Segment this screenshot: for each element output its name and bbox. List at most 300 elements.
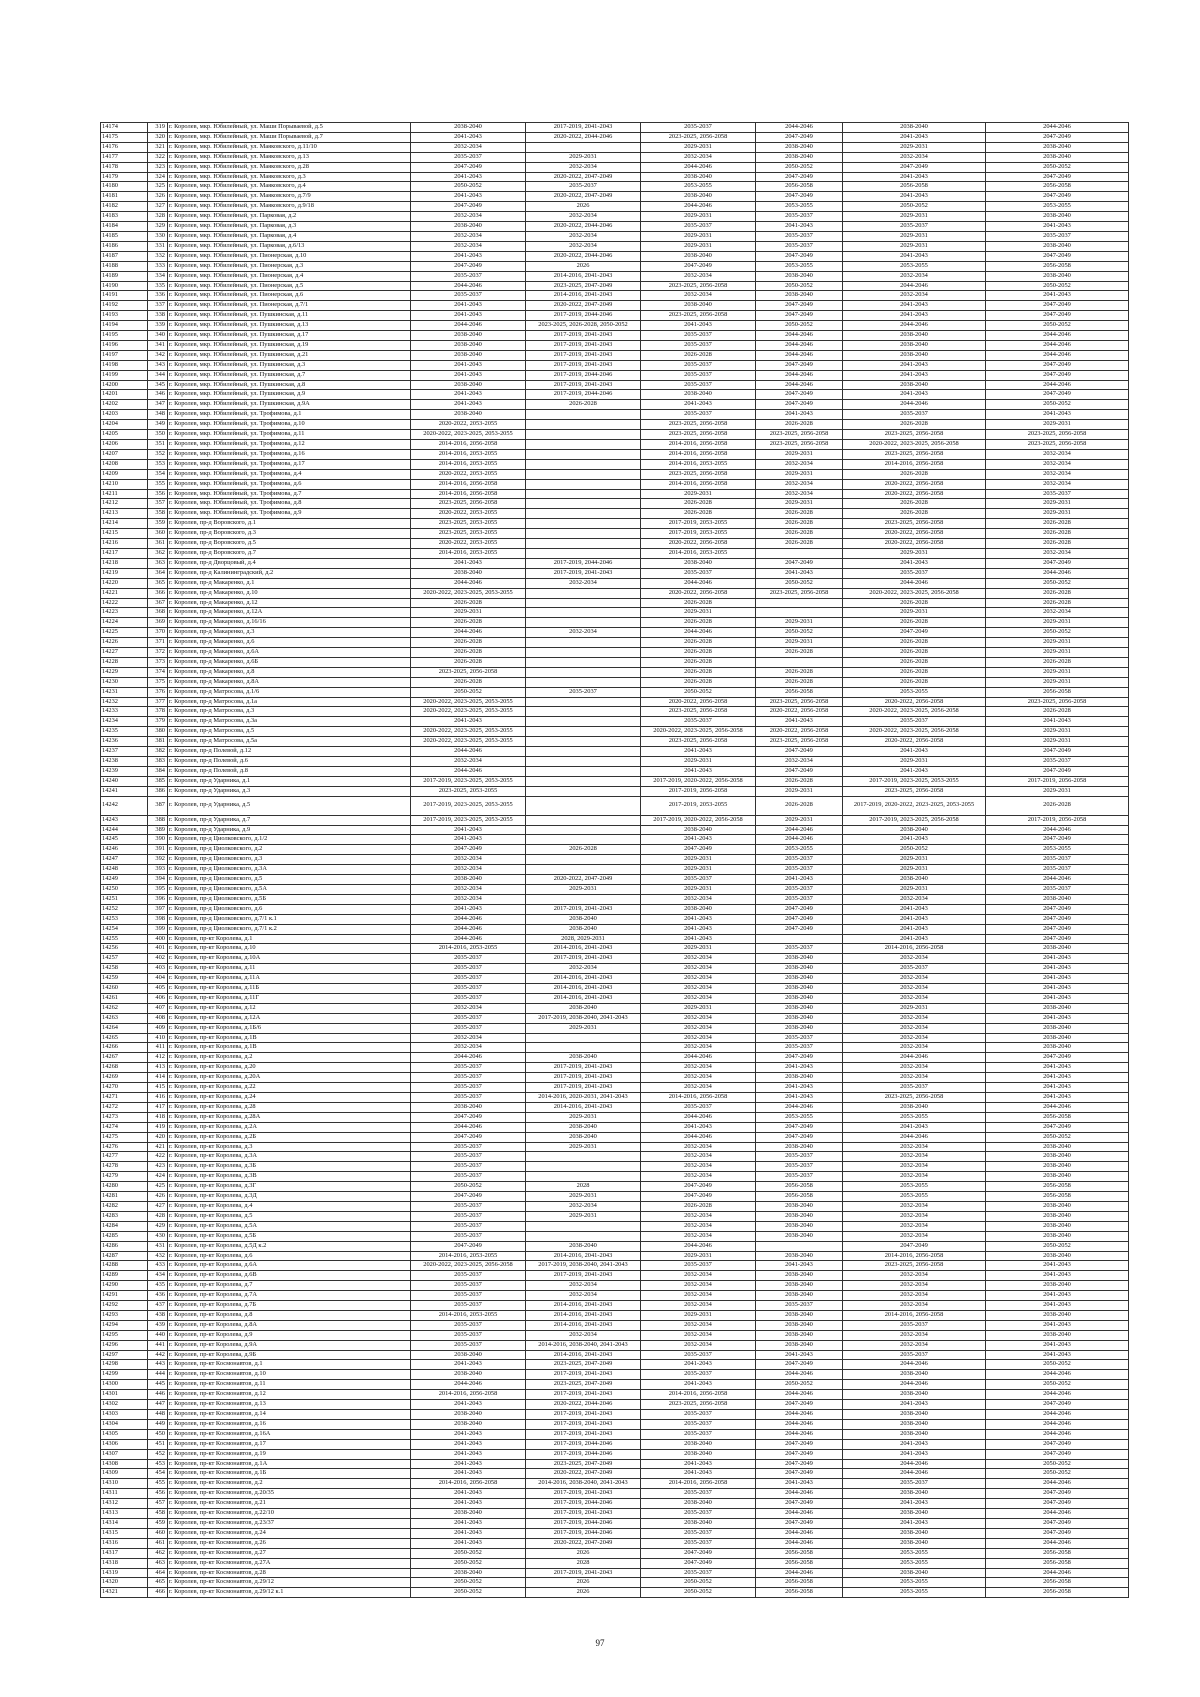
table-cell: 459 — [148, 1518, 168, 1528]
table-cell: 2047-2049 — [641, 845, 756, 855]
table-cell: 2014-2016, 2056-2058 — [843, 1310, 986, 1320]
table-cell: г. Королев, мкр. Юбилейный, ул. Пионерская, д.10 — [168, 251, 411, 261]
table-cell: 14288 — [101, 1261, 148, 1271]
table-cell: 2053-2055 — [843, 1182, 986, 1192]
table-cell: 2023-2025, 2056-2058 — [641, 1400, 756, 1410]
table-cell: 2029-2031 — [843, 548, 986, 558]
table-cell: 2038-2040 — [843, 875, 986, 885]
table-cell: 2053-2055 — [756, 1112, 843, 1122]
table-row — [101, 479, 1129, 489]
table-cell: 2047-2049 — [986, 1449, 1129, 1459]
table-cell — [526, 618, 641, 628]
table-row — [101, 1073, 1129, 1083]
table-cell: 2038-2040 — [986, 1310, 1129, 1320]
table-cell: г. Королев, мкр. Юбилейный, ул. Маяковского, д.7/9 — [168, 192, 411, 202]
table-cell: 2035-2037 — [411, 1093, 526, 1103]
table-cell: 2041-2043 — [843, 251, 986, 261]
table-cell: 14225 — [101, 628, 148, 638]
table-cell: г. Королев, пр-кт Королева, д.5Д к.2 — [168, 1241, 411, 1251]
table-cell: г. Королев, пр-д Циолковского, д.5А — [168, 884, 411, 894]
table-cell: 324 — [148, 172, 168, 182]
table-cell: 2041-2043 — [411, 370, 526, 380]
table-cell: 2035-2037 — [641, 1410, 756, 1420]
table-cell — [526, 410, 641, 420]
table-cell: 2020-2022, 2056-2058 — [843, 479, 986, 489]
table-cell: 2047-2049 — [756, 301, 843, 311]
table-cell: 2035-2037 — [411, 964, 526, 974]
table-cell: 2041-2043 — [756, 1261, 843, 1271]
table-cell: 2056-2058 — [756, 1548, 843, 1558]
table-cell: 2041-2043 — [411, 1449, 526, 1459]
table-cell: 14219 — [101, 568, 148, 578]
table-row — [101, 202, 1129, 212]
table-cell: 2047-2049 — [843, 628, 986, 638]
table-cell: 2035-2037 — [756, 1033, 843, 1043]
table-cell: г. Королев, пр-кт Космонавтов, д.16 — [168, 1419, 411, 1429]
table-cell: 2026-2028 — [756, 539, 843, 549]
table-cell: г. Королев, пр-кт Королева, д.22 — [168, 1083, 411, 1093]
table-cell — [526, 1231, 641, 1241]
table-cell: 2026-2028 — [526, 845, 641, 855]
table-cell: 2032-2034 — [843, 1231, 986, 1241]
table-cell: 2047-2049 — [986, 132, 1129, 142]
table-cell: г. Королев, пр-д Макаренко, д.12А — [168, 608, 411, 618]
table-cell: 2038-2040 — [843, 1429, 986, 1439]
table-row — [101, 904, 1129, 914]
table-cell: 343 — [148, 360, 168, 370]
table-row — [101, 786, 1129, 796]
table-cell: 2014-2016, 2056-2058 — [411, 1390, 526, 1400]
table-row — [101, 687, 1129, 697]
table-cell: 2047-2049 — [641, 261, 756, 271]
table-cell: г. Королев, пр-кт Королева, д.11 — [168, 964, 411, 974]
table-cell: г. Королев, пр-кт Космонавтов, д.19 — [168, 1449, 411, 1459]
table-cell: 2017-2019, 2041-2043 — [526, 1370, 641, 1380]
table-cell: 14243 — [101, 815, 148, 825]
table-cell: 2026-2028 — [641, 648, 756, 658]
table-cell: 2014-2016, 2053-2055 — [411, 548, 526, 558]
table-cell: 2017-2019, 2023-2025, 2053-2055 — [411, 796, 526, 815]
table-cell: 2017-2019, 2056-2058 — [986, 815, 1129, 825]
table-cell: 2038-2040 — [986, 1152, 1129, 1162]
table-cell: 2017-2019, 2041-2043 — [526, 1083, 641, 1093]
table-cell: 2032-2034 — [843, 1211, 986, 1221]
table-cell: 14312 — [101, 1499, 148, 1509]
table-cell: 2038-2040 — [641, 192, 756, 202]
table-cell: 446 — [148, 1390, 168, 1400]
table-cell: 14259 — [101, 974, 148, 984]
table-cell: 349 — [148, 420, 168, 430]
table-cell: 2041-2043 — [843, 1400, 986, 1410]
table-cell: 2029-2031 — [843, 865, 986, 875]
table-cell: 2017-2019, 2041-2043 — [526, 123, 641, 133]
table-row — [101, 281, 1129, 291]
table-cell: 2035-2037 — [411, 1281, 526, 1291]
table-cell: 14246 — [101, 845, 148, 855]
table-cell: 2041-2043 — [411, 400, 526, 410]
table-cell: 359 — [148, 519, 168, 529]
table-cell: 2047-2049 — [986, 311, 1129, 321]
table-cell: 2032-2034 — [843, 1152, 986, 1162]
table-cell: 2038-2040 — [756, 954, 843, 964]
table-cell: 14222 — [101, 598, 148, 608]
table-cell: 2032-2034 — [986, 608, 1129, 618]
table-cell: 2023-2025, 2056-2058 — [843, 1093, 986, 1103]
table-cell: 14316 — [101, 1538, 148, 1548]
table-cell: 2041-2043 — [411, 904, 526, 914]
table-cell: 2038-2040 — [411, 875, 526, 885]
table-cell: 2032-2034 — [843, 954, 986, 964]
table-cell: 2041-2043 — [843, 390, 986, 400]
table-cell: 2038-2040 — [843, 1538, 986, 1548]
table-cell: 2041-2043 — [641, 1360, 756, 1370]
table-cell: 337 — [148, 301, 168, 311]
table-cell — [526, 1221, 641, 1231]
table-cell: 415 — [148, 1083, 168, 1093]
table-cell: 2041-2043 — [843, 1439, 986, 1449]
table-cell: 2020-2022, 2044-2046 — [526, 251, 641, 261]
table-cell: 2041-2043 — [641, 1469, 756, 1479]
table-cell: 2038-2040 — [986, 142, 1129, 152]
table-cell: г. Королев, пр-кт Космонавтов, д.27А — [168, 1558, 411, 1568]
table-cell: г. Королев, мкр. Юбилейный, ул. Пионерская, д.3 — [168, 261, 411, 271]
table-cell — [526, 459, 641, 469]
table-cell: 2047-2049 — [756, 914, 843, 924]
table-cell: 14314 — [101, 1518, 148, 1528]
table-cell: 2035-2037 — [843, 410, 986, 420]
table-cell: 2041-2043 — [756, 875, 843, 885]
table-cell: г. Королев, пр-д Полевой, д.8 — [168, 766, 411, 776]
table-cell: 14239 — [101, 766, 148, 776]
table-cell: 2044-2046 — [756, 1528, 843, 1538]
table-cell: 2017-2019, 2044-2046 — [526, 558, 641, 568]
table-cell: 369 — [148, 618, 168, 628]
table-cell: 2038-2040 — [986, 1162, 1129, 1172]
table-cell — [526, 479, 641, 489]
table-cell: 2035-2037 — [986, 884, 1129, 894]
table-cell — [526, 766, 641, 776]
table-cell: 2050-2052 — [986, 1459, 1129, 1469]
table-cell: г. Королев, мкр. Юбилейный, ул. Трофимова, д.9 — [168, 509, 411, 519]
table-cell: 2035-2037 — [641, 1261, 756, 1271]
table-cell: 2020-2022, 2023-2025, 2053-2055 — [411, 697, 526, 707]
table-cell: г. Королев, пр-д Матросова, д.3 — [168, 707, 411, 717]
table-cell: 2041-2043 — [986, 1350, 1129, 1360]
table-cell: г. Королев, мкр. Юбилейный, ул. Парковая, д.3 — [168, 222, 411, 232]
table-row — [101, 1162, 1129, 1172]
table-cell: 2044-2046 — [756, 380, 843, 390]
table-cell: 14275 — [101, 1132, 148, 1142]
table-cell: 387 — [148, 796, 168, 815]
table-cell: г. Королев, мкр. Юбилейный, ул. Трофимова, д.11 — [168, 430, 411, 440]
table-cell: 2029-2031 — [843, 855, 986, 865]
table-cell: 2032-2034 — [411, 241, 526, 251]
table-cell: 2032-2034 — [411, 231, 526, 241]
table-cell: 14248 — [101, 865, 148, 875]
table-cell: 416 — [148, 1093, 168, 1103]
table-cell: 14213 — [101, 509, 148, 519]
table-cell: 344 — [148, 370, 168, 380]
table-cell: 2041-2043 — [843, 904, 986, 914]
table-cell: 2023-2025, 2056-2058 — [641, 430, 756, 440]
table-cell: г. Королев, мкр. Юбилейный, ул. Трофимова, д.8 — [168, 499, 411, 509]
table-cell: 14267 — [101, 1053, 148, 1063]
table-cell: 2044-2046 — [843, 1469, 986, 1479]
table-cell: 2047-2049 — [411, 261, 526, 271]
table-cell: 2044-2046 — [986, 380, 1129, 390]
table-cell: 2029-2031 — [526, 1142, 641, 1152]
table-cell: г. Королев, мкр. Юбилейный, ул. Пушкинская, д.21 — [168, 350, 411, 360]
table-cell: 2035-2037 — [641, 1528, 756, 1538]
table-cell: 14207 — [101, 449, 148, 459]
table-cell: 2032-2034 — [843, 984, 986, 994]
table-cell: 381 — [148, 737, 168, 747]
table-cell: 2038-2040 — [843, 350, 986, 360]
table-cell: 2041-2043 — [843, 558, 986, 568]
table-cell: 2032-2034 — [641, 974, 756, 984]
table-cell: 2041-2043 — [641, 924, 756, 934]
table-cell: 432 — [148, 1251, 168, 1261]
table-cell: 2032-2034 — [641, 1013, 756, 1023]
table-cell: 2035-2037 — [411, 1073, 526, 1083]
table-cell: 2044-2046 — [843, 1459, 986, 1469]
table-row — [101, 1578, 1129, 1588]
table-cell: г. Королев, пр-д Воровского, д.7 — [168, 548, 411, 558]
table-cell: 2044-2046 — [986, 1509, 1129, 1519]
table-cell: 2050-2052 — [986, 281, 1129, 291]
table-cell: 2041-2043 — [756, 717, 843, 727]
table-cell: г. Королев, пр-д Матросова, д.3а — [168, 717, 411, 727]
table-cell: 2056-2058 — [986, 1192, 1129, 1202]
table-cell: 2056-2058 — [756, 687, 843, 697]
table-cell: 14257 — [101, 954, 148, 964]
table-cell: 14321 — [101, 1588, 148, 1598]
table-cell: 14206 — [101, 440, 148, 450]
table-cell: 2032-2034 — [986, 548, 1129, 558]
table-cell: 2035-2037 — [756, 1162, 843, 1172]
table-cell — [526, 1043, 641, 1053]
table-cell: 2035-2037 — [411, 1271, 526, 1281]
table-row — [101, 737, 1129, 747]
table-cell: 2041-2043 — [641, 766, 756, 776]
table-cell: 2026-2028 — [843, 499, 986, 509]
table-cell: г. Королев, пр-д Ударника, д.3 — [168, 786, 411, 796]
table-cell: 2017-2019, 2041-2043 — [526, 360, 641, 370]
table-cell: 2050-2052 — [756, 321, 843, 331]
table-cell: 2041-2043 — [986, 1083, 1129, 1093]
table-cell: 409 — [148, 1023, 168, 1033]
table-cell: 2044-2046 — [756, 1568, 843, 1578]
table-cell: 14311 — [101, 1489, 148, 1499]
table-row — [101, 222, 1129, 232]
table-cell: г. Королев, пр-д Воровского, д.1 — [168, 519, 411, 529]
table-cell: 2044-2046 — [986, 1390, 1129, 1400]
table-row — [101, 1063, 1129, 1073]
table-cell: 2053-2055 — [986, 845, 1129, 855]
table-cell: 2056-2058 — [986, 1112, 1129, 1122]
table-row — [101, 1261, 1129, 1271]
table-cell: 447 — [148, 1400, 168, 1410]
table-cell: 2053-2055 — [843, 1588, 986, 1598]
table-cell: 2047-2049 — [411, 1192, 526, 1202]
table-row — [101, 1043, 1129, 1053]
table-cell: 2014-2016, 2041-2043 — [526, 1251, 641, 1261]
table-row — [101, 1449, 1129, 1459]
table-cell — [526, 638, 641, 648]
table-cell: 421 — [148, 1142, 168, 1152]
table-cell: 2017-2019, 2041-2043 — [526, 1390, 641, 1400]
table-cell: 14236 — [101, 737, 148, 747]
table-cell: 2023-2025, 2056-2058 — [641, 707, 756, 717]
table-cell: 2032-2034 — [843, 1340, 986, 1350]
table-cell: 2026-2028 — [641, 667, 756, 677]
table-cell: 2026-2028 — [843, 618, 986, 628]
table-cell: г. Королев, мкр. Юбилейный, ул. Пионерская, д.5 — [168, 281, 411, 291]
table-cell: 2023-2025, 2056-2058 — [843, 430, 986, 440]
table-cell: 2041-2043 — [756, 1479, 843, 1489]
table-cell: 2044-2046 — [843, 1380, 986, 1390]
table-cell: 2023-2025, 2056-2058 — [756, 697, 843, 707]
table-cell: 14266 — [101, 1043, 148, 1053]
table-cell: 14194 — [101, 321, 148, 331]
table-cell: 2035-2037 — [641, 1370, 756, 1380]
table-cell: 2035-2037 — [411, 1301, 526, 1311]
table-cell: 2032-2034 — [756, 479, 843, 489]
table-cell: 2035-2037 — [641, 1568, 756, 1578]
table-cell: г. Королев, пр-кт Космонавтов, д.14 — [168, 1410, 411, 1420]
table-cell: 2023-2025, 2056-2058 — [756, 430, 843, 440]
table-row — [101, 825, 1129, 835]
table-cell: 2035-2037 — [843, 1350, 986, 1360]
table-cell: г. Королев, мкр. Юбилейный, ул. Пионерская, д.4 — [168, 271, 411, 281]
table-cell: 14178 — [101, 162, 148, 172]
table-cell: 2050-2052 — [986, 1241, 1129, 1251]
table-cell: 2038-2040 — [756, 1221, 843, 1231]
table-cell: 2029-2031 — [843, 884, 986, 894]
table-cell — [756, 1241, 843, 1251]
table-cell: г. Королев, пр-кт Королева, д.1В — [168, 1043, 411, 1053]
table-cell: 2035-2037 — [526, 182, 641, 192]
table-row — [101, 677, 1129, 687]
table-cell: 2053-2055 — [986, 202, 1129, 212]
table-cell: 2032-2034 — [411, 1043, 526, 1053]
table-cell: 2029-2031 — [526, 884, 641, 894]
table-cell: 2014-2016, 2056-2058 — [843, 944, 986, 954]
table-cell: 457 — [148, 1499, 168, 1509]
table-cell: 2014-2016, 2041-2043 — [526, 271, 641, 281]
table-cell: 465 — [148, 1578, 168, 1588]
table-cell: г. Королев, мкр. Юбилейный, ул. Трофимова, д.12 — [168, 440, 411, 450]
table-cell: 2026 — [526, 1588, 641, 1598]
table-cell: 2026-2028 — [843, 420, 986, 430]
table-cell: 2047-2049 — [756, 1132, 843, 1142]
table-cell: 2047-2049 — [986, 301, 1129, 311]
table-cell: 14250 — [101, 884, 148, 894]
table-cell: 2026-2028 — [756, 796, 843, 815]
table-cell: 14317 — [101, 1548, 148, 1558]
table-cell: г. Королев, мкр. Юбилейный, ул. Трофимова, д.10 — [168, 420, 411, 430]
table-row — [101, 1192, 1129, 1202]
table-cell: 2047-2049 — [986, 1400, 1129, 1410]
table-cell: 2041-2043 — [986, 1073, 1129, 1083]
table-cell: 2029-2031 — [756, 499, 843, 509]
table-cell: 2050-2052 — [843, 202, 986, 212]
table-cell: 2017-2019, 2044-2046 — [526, 1518, 641, 1528]
table-cell: 2032-2034 — [641, 984, 756, 994]
table-cell: 2038-2040 — [411, 380, 526, 390]
table-cell: 2035-2037 — [411, 1172, 526, 1182]
table-cell: 2035-2037 — [843, 1083, 986, 1093]
table-cell: 2041-2043 — [843, 914, 986, 924]
table-row — [101, 1538, 1129, 1548]
table-cell — [526, 707, 641, 717]
table-cell: 2014-2016, 2053-2055 — [411, 449, 526, 459]
table-cell: 2038-2040 — [986, 1142, 1129, 1152]
table-cell: 2038-2040 — [843, 331, 986, 341]
table-cell: 428 — [148, 1211, 168, 1221]
table-cell: г. Королев, пр-кт Королева, д.3Б — [168, 1162, 411, 1172]
table-cell — [526, 697, 641, 707]
table-cell: 2047-2049 — [411, 162, 526, 172]
table-cell: г. Королев, пр-кт Космонавтов, д.2 — [168, 1479, 411, 1489]
table-row — [101, 162, 1129, 172]
table-cell: 2041-2043 — [843, 835, 986, 845]
table-cell: 2041-2043 — [986, 1291, 1129, 1301]
table-cell: 2032-2034 — [526, 212, 641, 222]
table-cell: 2032-2034 — [411, 1003, 526, 1013]
table-cell: 2020-2022, 2023-2025, 2056-2058 — [843, 727, 986, 737]
table-cell: 2053-2055 — [756, 845, 843, 855]
table-cell: 2014-2016, 2053-2055 — [641, 548, 756, 558]
table-cell: 323 — [148, 162, 168, 172]
table-cell: г. Королев, пр-д Циолковского, д.7/1 к.1 — [168, 914, 411, 924]
table-cell: 2029-2031 — [843, 142, 986, 152]
table-cell: 2044-2046 — [986, 1429, 1129, 1439]
table-cell: 2017-2019, 2041-2043 — [526, 1429, 641, 1439]
table-cell: 2026-2028 — [641, 657, 756, 667]
table-cell: 14260 — [101, 984, 148, 994]
table-cell: 2026-2028 — [986, 539, 1129, 549]
table-cell: 2026-2028 — [641, 677, 756, 687]
table-cell: 422 — [148, 1152, 168, 1162]
table-cell: 2035-2037 — [641, 222, 756, 232]
table-cell: 2044-2046 — [756, 1429, 843, 1439]
table-cell: 2029-2031 — [756, 449, 843, 459]
table-cell: 2041-2043 — [411, 1518, 526, 1528]
table-cell: 2038-2040 — [641, 904, 756, 914]
table-cell: 2044-2046 — [411, 321, 526, 331]
table-cell: 2035-2037 — [641, 123, 756, 133]
table-cell: 424 — [148, 1172, 168, 1182]
table-cell: г. Королев, пр-д Калининградский, д.2 — [168, 568, 411, 578]
table-cell: 2017-2019, 2041-2043 — [526, 1509, 641, 1519]
table-cell: 2014-2016, 2038-2040, 2041-2043 — [526, 1479, 641, 1489]
table-cell: 2017-2019, 2044-2046 — [526, 1449, 641, 1459]
table-cell: 2038-2040 — [411, 1509, 526, 1519]
table-cell: 2041-2043 — [843, 311, 986, 321]
table-cell: 2029-2031 — [526, 1023, 641, 1033]
table-cell: 2023-2025, 2056-2058 — [756, 440, 843, 450]
table-cell: 14245 — [101, 835, 148, 845]
table-cell: 2047-2049 — [411, 202, 526, 212]
table-cell: 2038-2040 — [756, 1201, 843, 1211]
table-cell: 14278 — [101, 1162, 148, 1172]
table-cell: 14320 — [101, 1578, 148, 1588]
table-cell: 2017-2019, 2038-2040, 2041-2043 — [526, 1013, 641, 1023]
table-cell: 2050-2052 — [986, 400, 1129, 410]
table-cell: 14183 — [101, 212, 148, 222]
table-cell: 2026-2028 — [526, 400, 641, 410]
